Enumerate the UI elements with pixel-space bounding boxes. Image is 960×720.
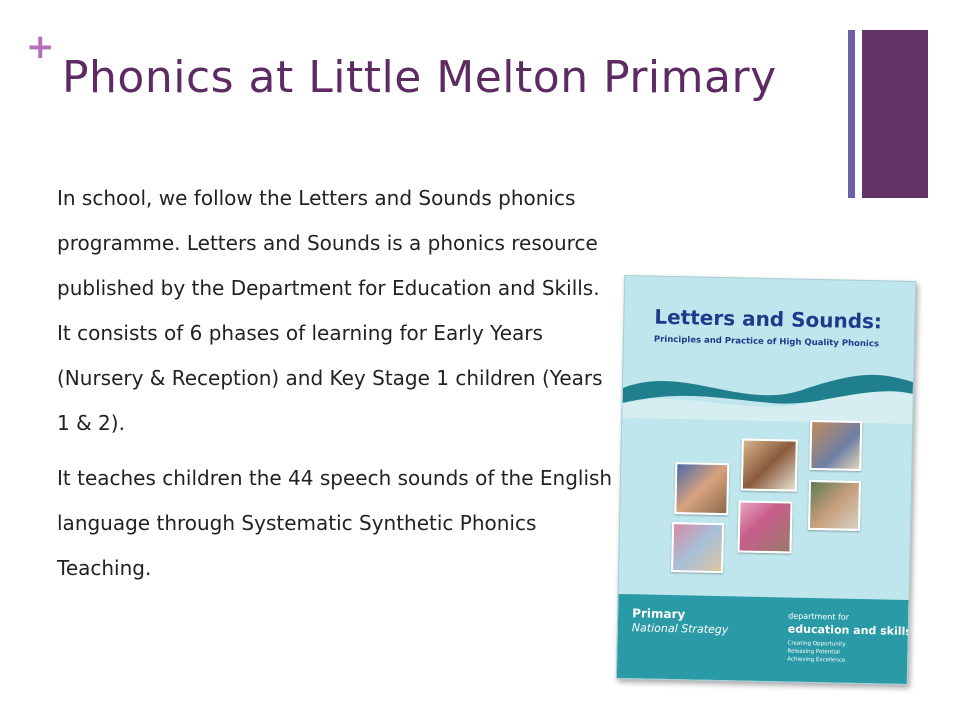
book-cover-image	[616, 275, 916, 685]
cover-photo	[741, 438, 798, 491]
tagline-line: Creating Opportunity	[787, 640, 846, 648]
book-title: Letters and Sounds:	[654, 304, 883, 334]
body-text	[57, 176, 617, 591]
book-subtitle: Principles and Practice of High Quality Phonics	[653, 334, 880, 350]
footer-dept-line2: education and skills	[787, 622, 913, 639]
cover-photo	[809, 420, 862, 471]
footer-tagline	[787, 639, 897, 665]
paragraph-2: It teaches children the 44 speech sounds of the English language through Systematic Synthetic Phonics Teaching.	[57, 466, 613, 580]
footer-strategy: National Strategy	[631, 621, 729, 637]
paragraph-1: In school, we follow the Letters and Sounds phonics programme. Letters and Sounds is a phonics resource published by the Department for Education and Skills. It consists of 6 phases of learning for Early Years (Nursery & Reception) and Key Stage 1 children (Years 1 & 2).	[57, 186, 603, 435]
book-footer	[617, 594, 913, 684]
cover-photo	[671, 522, 724, 573]
cover-photo	[808, 480, 861, 531]
footer-primary: Primary	[632, 606, 686, 622]
tagline-line: Achieving Excellence	[787, 656, 846, 664]
footer-dept-line1: department for	[788, 611, 850, 622]
slide-title: Phonics at Little Melton Primary	[62, 52, 777, 103]
decorative-thick-bar	[862, 30, 928, 198]
tagline-line: Releasing Potential	[787, 648, 840, 656]
plus-icon: +	[26, 27, 55, 67]
cover-photo	[737, 500, 792, 553]
decorative-thin-bar	[848, 30, 855, 198]
cover-photo	[674, 462, 729, 515]
wave-decoration	[622, 358, 913, 424]
